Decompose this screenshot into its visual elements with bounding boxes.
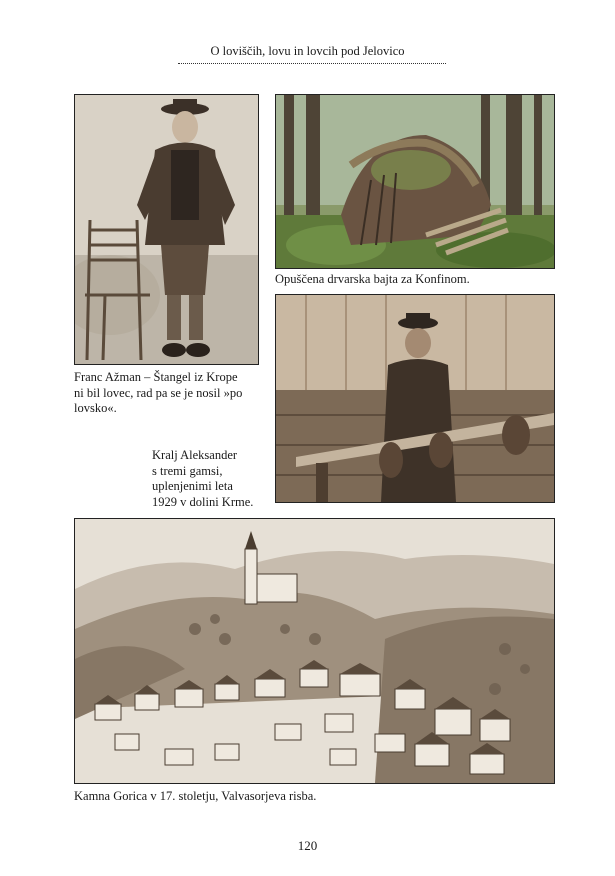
photo-abandoned-hut [275, 94, 555, 269]
caption-king-line-2: s tremi gamsi, [152, 463, 223, 478]
caption-king-line-1: Kralj Aleksander [152, 448, 238, 462]
photo-portrait-franc-azman [74, 94, 259, 365]
caption-portrait [74, 370, 242, 417]
page-number: 120 [297, 838, 318, 853]
caption-hut: Opuščena drvarska bajta za Konfinom. [275, 272, 470, 286]
photo-king-aleksander [275, 294, 555, 503]
caption-village: Kamna Gorica v 17. stoletju, Valvasorjeva risba. [74, 789, 317, 803]
running-header: O loviščih, lovu in lovcih pod Jelovico [210, 44, 405, 58]
caption-king [152, 448, 253, 510]
caption-portrait-line-3: lovsko«. [74, 401, 117, 415]
caption-king-line-3: uplenjenimi leta [152, 479, 233, 493]
caption-king-line-4: 1929 v dolini Krme. [152, 494, 254, 509]
drawing-kamna-gorica [74, 518, 555, 784]
caption-portrait-line-2: ni bil lovec, rad pa se je nosil »po [74, 385, 243, 400]
caption-portrait-line-1: Franc Ažman – Štangel iz Krope [74, 370, 238, 384]
header-dotted-rule [178, 63, 446, 64]
